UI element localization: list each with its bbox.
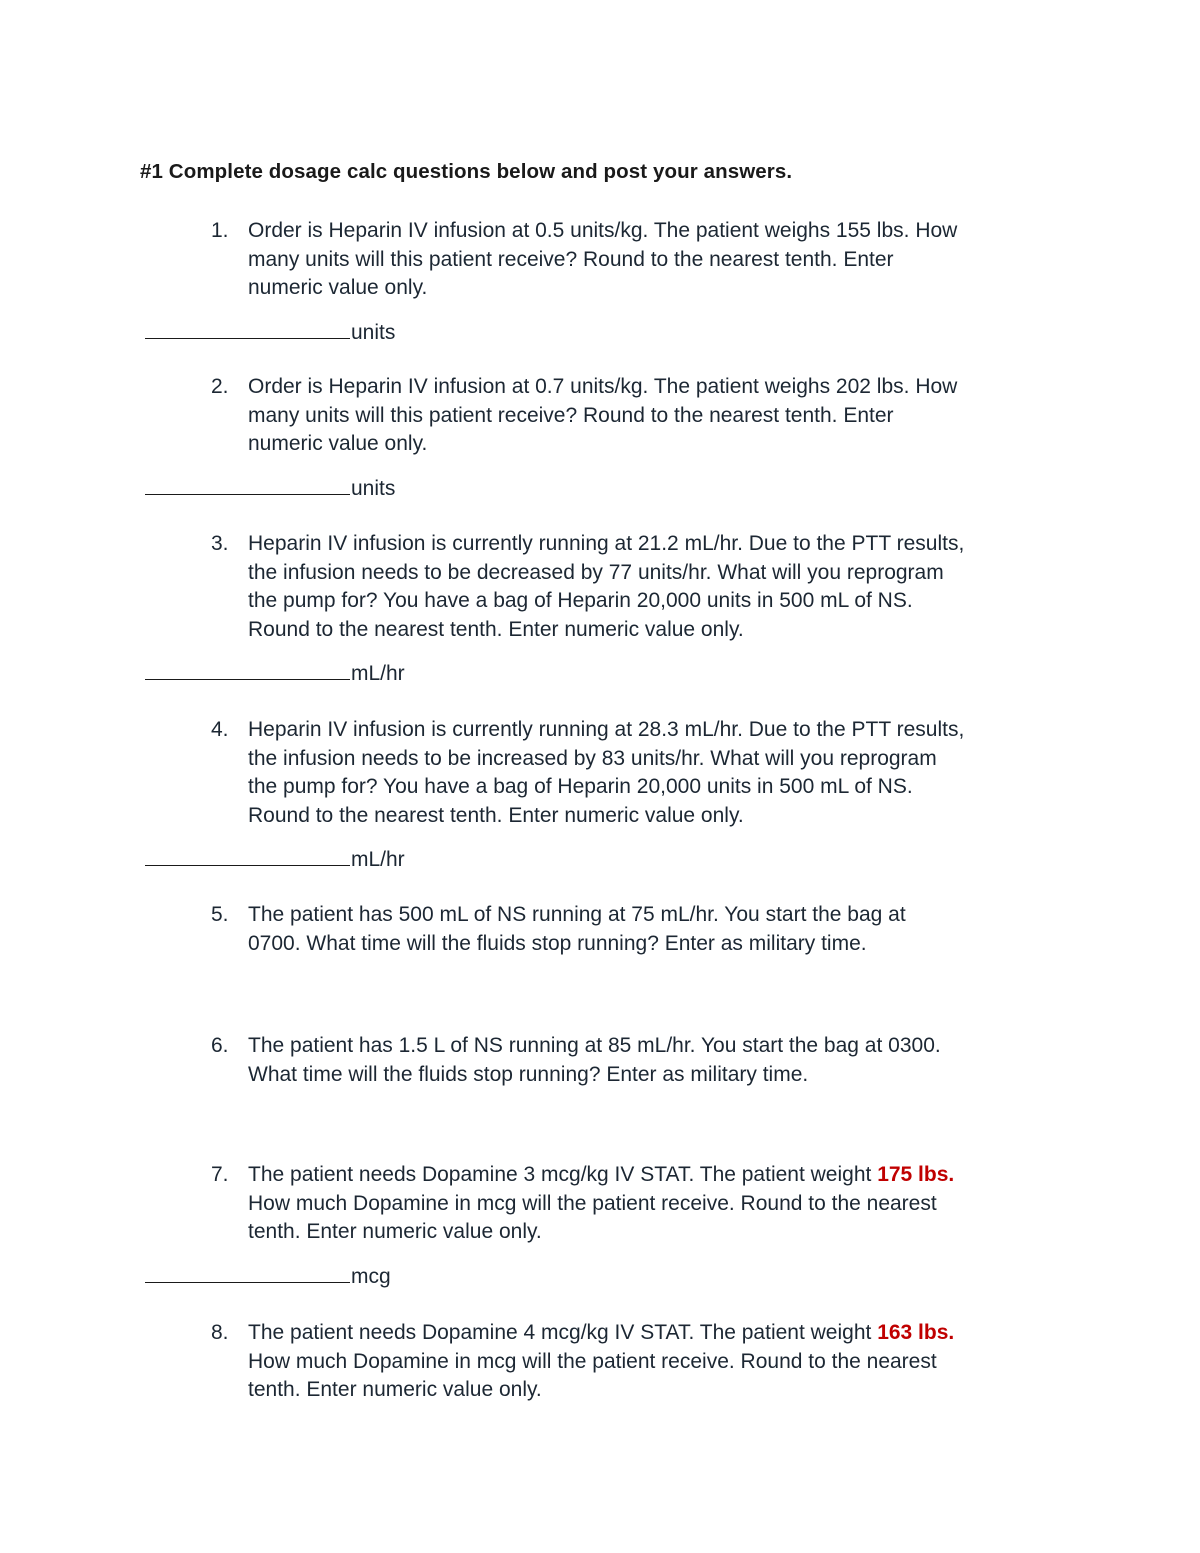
question-text bbox=[248, 1161, 1078, 1247]
question-line: the infusion needs to be decreased by 77 units/hr. What will you reprogram bbox=[248, 560, 944, 584]
answer-blank[interactable] bbox=[145, 847, 350, 866]
question-number: 6. bbox=[211, 1034, 229, 1057]
question-line: the pump for? You have a bag of Heparin 20,000 units in 500 mL of NS. bbox=[248, 589, 913, 612]
question-line: The patient has 1.5 L of NS running at 85 mL/hr. You start the bag at 0300. bbox=[248, 1034, 941, 1057]
answer-unit: units bbox=[351, 321, 396, 344]
answer-field-7[interactable] bbox=[145, 1264, 391, 1290]
question-line: Round to the nearest tenth. Enter numeric value only. bbox=[248, 803, 744, 827]
question-line: the pump for? You have a bag of Heparin 20,000 units in 500 mL of NS. bbox=[248, 775, 913, 798]
question-number: 2. bbox=[211, 375, 229, 398]
answer-unit: mL/hr bbox=[351, 662, 405, 685]
answer-unit: mcg bbox=[351, 1265, 391, 1288]
answer-field-1[interactable] bbox=[145, 320, 395, 346]
question-line: Order is Heparin IV infusion at 0.7 units/kg. The patient weighs 202 lbs. How bbox=[248, 375, 958, 398]
question-line: How much Dopamine in mcg will the patient receive. Round to the nearest bbox=[248, 1349, 937, 1373]
question-line: many units will this patient receive? Round to the nearest tenth. Enter bbox=[248, 403, 894, 427]
answer-unit: mL/hr bbox=[351, 848, 405, 871]
question-line: numeric value only. bbox=[248, 276, 428, 299]
question-line: tenth. Enter numeric value only. bbox=[248, 1220, 542, 1243]
highlighted-weight: 163 lbs. bbox=[877, 1321, 955, 1344]
question-number: 1. bbox=[211, 219, 229, 242]
question-number: 7. bbox=[211, 1163, 229, 1186]
question-line: Round to the nearest tenth. Enter numeric value only. bbox=[248, 617, 744, 641]
question-line-text: The patient needs Dopamine 4 mcg/kg IV STAT. The patient weight bbox=[248, 1321, 878, 1344]
highlighted-weight: 175 lbs. bbox=[877, 1163, 955, 1186]
assignment-heading: #1 Complete dosage calc questions below and post your answers. bbox=[140, 160, 793, 183]
question-text bbox=[248, 217, 1078, 303]
question-line: many units will this patient receive? Round to the nearest tenth. Enter bbox=[248, 247, 894, 271]
question-line bbox=[248, 1161, 1078, 1190]
question-line: Heparin IV infusion is currently running at 28.3 mL/hr. Due to the PTT results, bbox=[248, 718, 965, 741]
question-line: Order is Heparin IV infusion at 0.5 units/kg. The patient weighs 155 lbs. How bbox=[248, 219, 958, 242]
question-number: 8. bbox=[211, 1321, 229, 1344]
question-text bbox=[248, 901, 1078, 958]
question-line: Heparin IV infusion is currently running at 21.2 mL/hr. Due to the PTT results, bbox=[248, 532, 965, 555]
answer-field-4[interactable] bbox=[145, 847, 405, 873]
answer-unit: units bbox=[351, 477, 396, 500]
question-text bbox=[248, 1319, 1078, 1405]
question-line: the infusion needs to be increased by 83 units/hr. What will you reprogram bbox=[248, 746, 937, 770]
question-number: 5. bbox=[211, 903, 229, 926]
question-text bbox=[248, 716, 1078, 830]
question-text bbox=[248, 373, 1078, 459]
answer-blank[interactable] bbox=[145, 476, 350, 495]
question-number: 3. bbox=[211, 532, 229, 555]
answer-field-2[interactable] bbox=[145, 476, 395, 502]
answer-blank[interactable] bbox=[145, 1264, 350, 1283]
question-number: 4. bbox=[211, 718, 229, 741]
answer-blank[interactable] bbox=[145, 320, 350, 339]
question-line: What time will the fluids stop running? Enter as military time. bbox=[248, 1062, 809, 1086]
question-line: tenth. Enter numeric value only. bbox=[248, 1378, 542, 1401]
question-line: The patient has 500 mL of NS running at 75 mL/hr. You start the bag at bbox=[248, 903, 906, 926]
question-line-text: The patient needs Dopamine 3 mcg/kg IV STAT. The patient weight bbox=[248, 1163, 878, 1186]
question-text bbox=[248, 530, 1078, 644]
question-line: How much Dopamine in mcg will the patient receive. Round to the nearest bbox=[248, 1191, 937, 1215]
answer-blank[interactable] bbox=[145, 661, 350, 680]
question-text bbox=[248, 1032, 1078, 1089]
question-line bbox=[248, 1319, 1078, 1348]
question-line: 0700. What time will the fluids stop running? Enter as military time. bbox=[248, 931, 867, 955]
question-line: numeric value only. bbox=[248, 432, 428, 455]
answer-field-3[interactable] bbox=[145, 661, 405, 687]
